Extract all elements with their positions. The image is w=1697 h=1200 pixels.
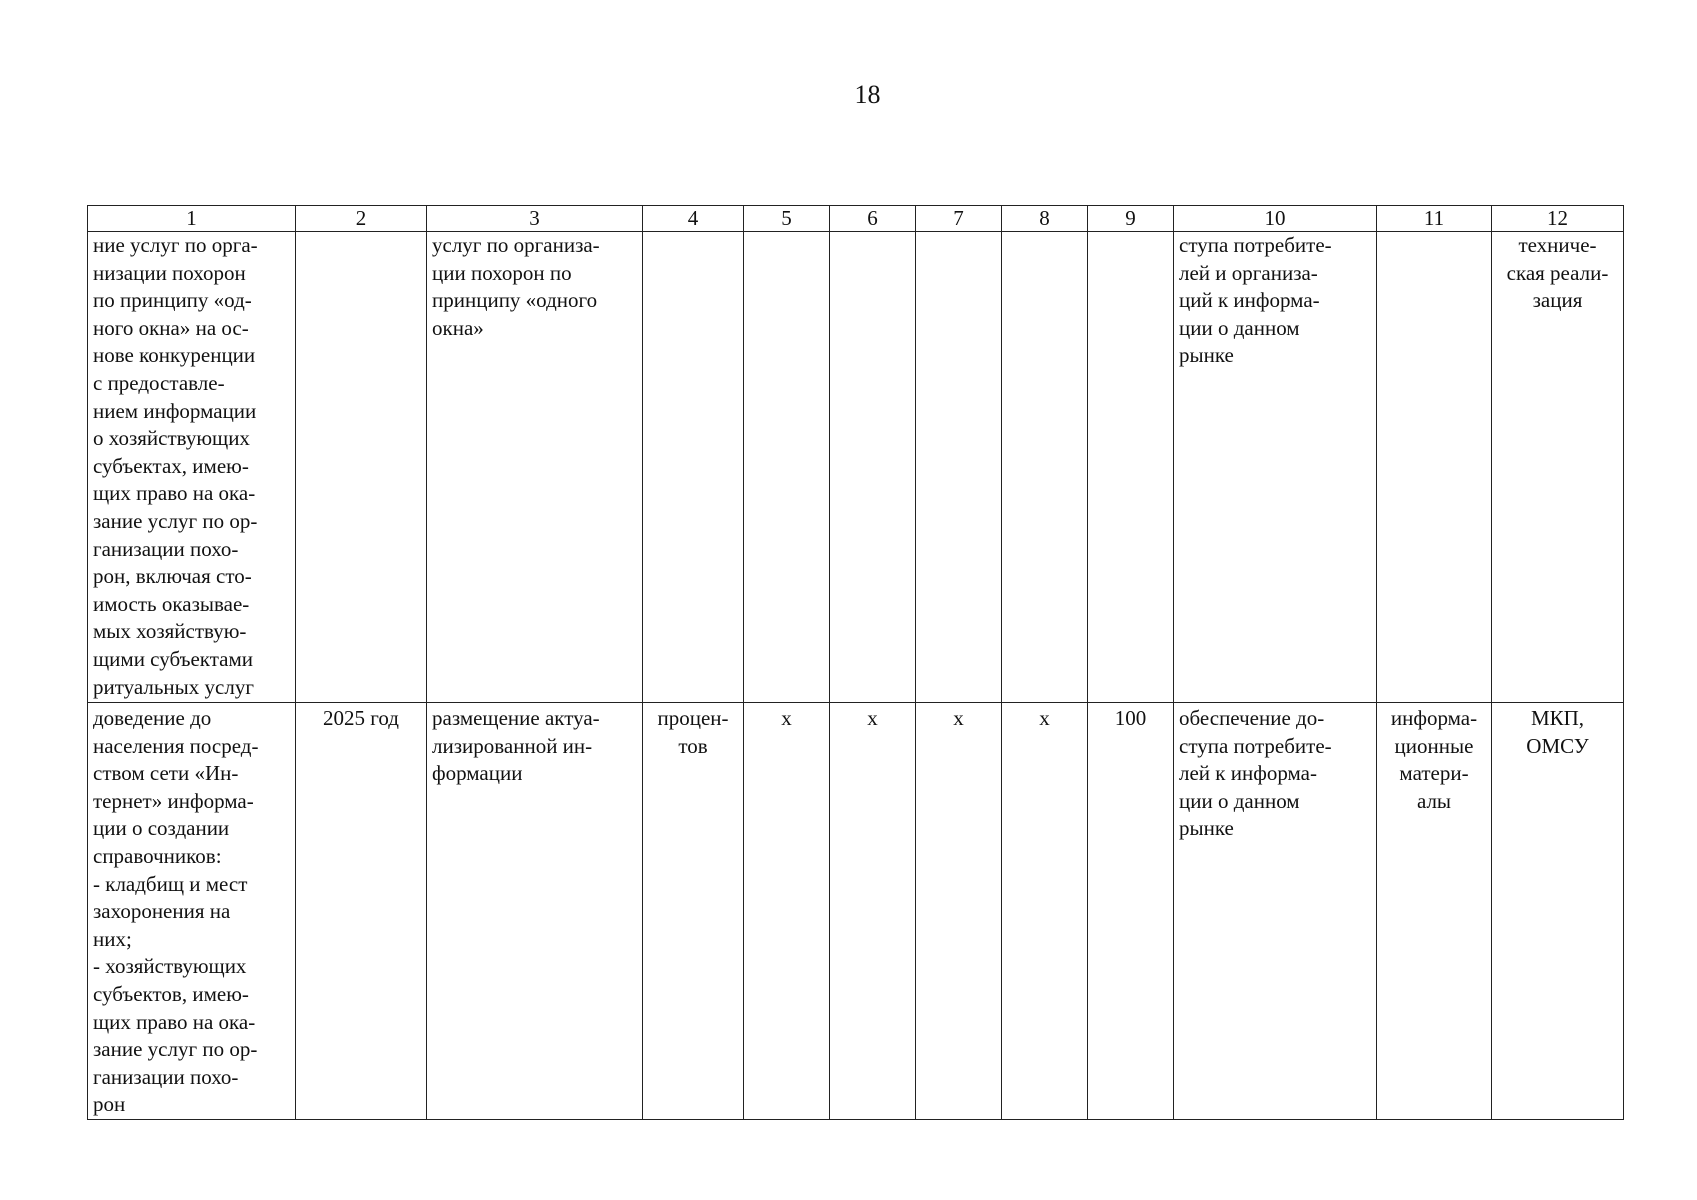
result-cell (1174, 703, 1377, 1120)
column-number-6: 6 (830, 206, 916, 232)
text-line: нием информации (93, 398, 257, 423)
text-line: ганизации похо- (93, 1064, 239, 1089)
text-line: лей к информа- (1179, 761, 1317, 786)
value-cell-6 (830, 232, 916, 703)
text-line: рынке (1179, 343, 1234, 368)
column-number-11: 11 (1377, 206, 1492, 232)
text-line: тернет» информа- (93, 788, 254, 813)
text-line: доведение до (93, 706, 212, 730)
text-line: - хозяйствующих (93, 954, 247, 979)
responsible-cell (1492, 703, 1624, 1120)
text-line: ций к информа- (1179, 288, 1320, 313)
text-line: мых хозяйствую- (93, 619, 247, 644)
text-line: рон (93, 1092, 126, 1117)
column-number-1: 1 (88, 206, 296, 232)
text-line: щих право на ока- (93, 1009, 256, 1034)
text-line: окна» (432, 315, 484, 340)
text-line: рон, включая сто- (93, 564, 252, 589)
text-line: с предоставле- (93, 370, 225, 395)
column-number-5: 5 (744, 206, 830, 232)
text-line: - кладбищ и мест (93, 871, 248, 896)
value-cell-7 (916, 232, 1002, 703)
text-line: размещение актуа- (432, 706, 600, 730)
column-number-2: 2 (296, 206, 427, 232)
text-line: принципу «одного (432, 288, 598, 313)
measures-table (87, 205, 1624, 1120)
value-cell-9: 100 (1088, 703, 1174, 1120)
text-line: ние услуг по орга- (93, 233, 258, 257)
text-line: рынке (1179, 816, 1234, 841)
text-line: ритуальных услуг (93, 674, 254, 699)
text-line: ганизации похо- (93, 536, 239, 561)
text-line: щих право на ока- (93, 481, 256, 506)
text-line: щими субъектами (93, 646, 254, 671)
unit-cell (643, 232, 744, 703)
text-line: субъектах, имею- (93, 453, 249, 478)
measure-description-cell (88, 232, 296, 703)
deadline-cell: 2025 год (296, 703, 427, 1120)
table-row (88, 703, 1624, 1120)
text-line: ции о данном (1179, 788, 1300, 813)
text-line: зание услуг по ор- (93, 508, 258, 533)
text-line: о хозяйствующих (93, 426, 250, 451)
text-line: низации похорон (93, 260, 246, 285)
column-number-4: 4 (643, 206, 744, 232)
deadline-cell (296, 232, 427, 703)
text-line: ОМСУ (1526, 733, 1589, 758)
text-line: ции похорон по (432, 260, 572, 285)
responsible-cell (1492, 232, 1624, 703)
text-line: ции о создании (93, 816, 230, 841)
text-line: формации (432, 761, 523, 786)
table-row (88, 232, 1624, 703)
text-line: справочников: (93, 843, 222, 868)
document-type-cell (1377, 232, 1492, 703)
measure-description-cell (88, 703, 296, 1120)
text-line: ступа потребите- (1179, 733, 1332, 758)
value-cell-7: х (916, 703, 1002, 1120)
document-type-cell (1377, 703, 1492, 1120)
indicator-cell (427, 232, 643, 703)
column-number-12: 12 (1492, 206, 1624, 232)
result-cell (1174, 232, 1377, 703)
value-cell-8 (1002, 232, 1088, 703)
text-line: по принципу «од- (93, 288, 252, 313)
text-line: нове конкуренции (93, 343, 256, 368)
text-line: ступа потребите- (1179, 233, 1332, 257)
text-line: матери- (1399, 761, 1469, 786)
text-line: МКП, (1530, 706, 1585, 730)
indicator-cell (427, 703, 643, 1120)
text-line: услуг по организа- (432, 233, 600, 257)
text-line: захоронения на (93, 899, 231, 924)
column-number-10: 10 (1174, 206, 1377, 232)
text-line: лей и организа- (1179, 260, 1318, 285)
value-cell-6: х (830, 703, 916, 1120)
text-line: ции о данном (1179, 315, 1300, 340)
text-line: обеспечение до- (1179, 706, 1325, 730)
text-line: алы (1416, 788, 1452, 813)
text-line: них; (93, 926, 132, 951)
text-line: процен- (657, 706, 729, 730)
text-line: информа- (1390, 706, 1478, 730)
text-line: субъектов, имею- (93, 981, 249, 1006)
text-line: ционные (1394, 733, 1474, 758)
text-line: населения посред- (93, 733, 259, 758)
text-line: лизированной ин- (432, 733, 593, 758)
column-number-9: 9 (1088, 206, 1174, 232)
text-line: ством сети «Ин- (93, 761, 239, 786)
value-cell-5 (744, 232, 830, 703)
text-line: зация (1532, 288, 1583, 313)
text-line: техниче- (1518, 233, 1597, 257)
column-number-8: 8 (1002, 206, 1088, 232)
unit-cell (643, 703, 744, 1120)
text-line: имость оказывае- (93, 591, 250, 616)
value-cell-9 (1088, 232, 1174, 703)
text-line: тов (678, 733, 708, 758)
text-line: зание услуг по ор- (93, 1037, 258, 1062)
text-line: ного окна» на ос- (93, 315, 249, 340)
column-number-row (88, 206, 1624, 232)
column-number-7: 7 (916, 206, 1002, 232)
page-number: 18 (854, 80, 881, 109)
value-cell-8: х (1002, 703, 1088, 1120)
value-cell-5: х (744, 703, 830, 1120)
text-line: ская реали- (1506, 260, 1609, 285)
column-number-3: 3 (427, 206, 643, 232)
